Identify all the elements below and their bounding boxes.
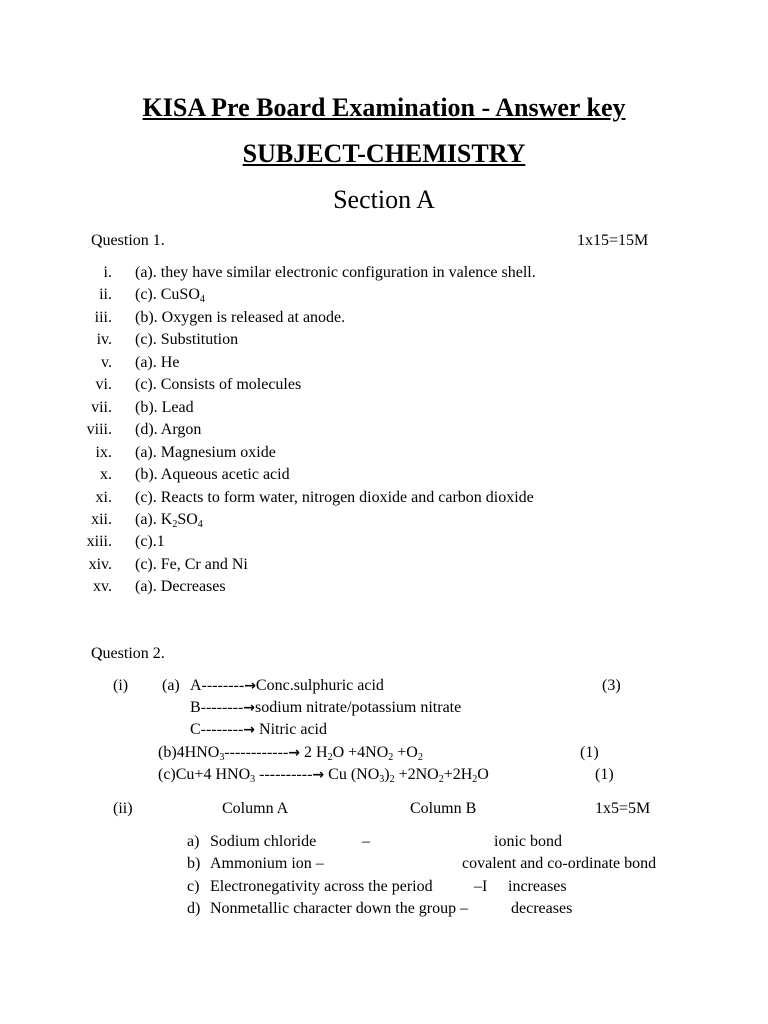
answer-text: (c). Substitution <box>135 331 239 348</box>
match-column-a: Ammonium ion – <box>210 855 324 872</box>
match-column-b: covalent and co-ordinate bond <box>462 855 657 872</box>
match-separator: –I <box>474 878 488 895</box>
answer-text: (b). Lead <box>135 399 194 416</box>
reagent-label: A-------- <box>190 677 245 694</box>
reagent-label: B-------- <box>190 699 244 716</box>
column-b-header: Column B <box>410 800 477 817</box>
answer-text: (a). Magnesium oxide <box>135 444 276 461</box>
part-i-a-row <box>190 699 461 717</box>
arrow-icon: → <box>243 722 256 738</box>
question-2-label: Question 2. <box>91 645 165 662</box>
answer-number: xi. <box>95 489 112 506</box>
answer-number: viii. <box>86 421 112 438</box>
column-a-header: Column A <box>222 800 289 817</box>
part-i-c-equation: (c)Cu+4 $HNO_3$ ----------→ Cu $(NO_3)_2 +2NO_2+2H_2O$ <box>158 766 489 785</box>
answer-text: (c). Consists of molecules <box>135 376 302 393</box>
answer-number: x. <box>100 466 112 483</box>
part-i-b-equation: $(b)4HNO_3------------\to 2$ $H_2O +4NO_2 +O_2$ <box>158 744 423 763</box>
match-column-a: Electronegativity across the period <box>210 878 433 895</box>
part-i-a-label: (a) <box>162 677 180 694</box>
match-letter: b) <box>187 855 201 872</box>
answer-number: i. <box>103 264 112 281</box>
match-separator: – <box>362 833 370 850</box>
arrow-icon: → <box>243 700 256 716</box>
arrow-icon: → <box>312 767 325 783</box>
part-i-a-row <box>190 721 327 739</box>
answer-number: v. <box>101 354 112 371</box>
match-letter: c) <box>187 878 200 895</box>
answer-number: vi. <box>95 376 112 393</box>
answer-text: (c).1 <box>135 533 165 550</box>
part-i-b-mark: (1) <box>580 744 599 761</box>
answer-number: ix. <box>95 444 112 461</box>
part-i-c-mark: (1) <box>595 766 614 783</box>
answer-text: (a). they have similar electronic configuration in valence shell. <box>135 264 536 281</box>
answer-text: (c). Reacts to form water, nitrogen dioxide and carbon dioxide <box>135 489 534 506</box>
arrow-icon: → <box>288 745 300 761</box>
reagent-answer: Conc.sulphuric acid <box>255 677 384 694</box>
answer-text: (b). Oxygen is released at anode. <box>135 309 346 326</box>
part-ii-number: (ii) <box>113 800 133 817</box>
answer-text: (a). Decreases <box>135 578 226 595</box>
answer-number: iv. <box>96 331 112 348</box>
answer-number: iii. <box>94 309 112 326</box>
question-1-marks: 1x15=15M <box>577 232 649 249</box>
page-title: KISA Pre Board Examination - Answer key <box>142 93 626 122</box>
answer-text: (a). $K_2SO_4$ <box>135 511 203 530</box>
question-1-label: Question 1. <box>91 232 165 249</box>
answer-number: xv. <box>93 578 112 595</box>
match-letter: a) <box>187 833 200 850</box>
reagent-answer: sodium nitrate/potassium nitrate <box>255 699 462 716</box>
match-column-a: Nonmetallic character down the group – <box>210 900 469 917</box>
answer-text: (a). He <box>135 354 180 371</box>
answer-text: (b). Aqueous acetic acid <box>135 466 290 483</box>
match-column-b: increases <box>508 878 567 895</box>
match-letter: d) <box>187 900 201 917</box>
subject-title: SUBJECT-CHEMISTRY <box>242 139 526 168</box>
answer-number: xiv. <box>88 556 112 573</box>
arrow-icon: → <box>244 678 256 694</box>
match-column-a: Sodium chloride <box>210 833 317 850</box>
answer-text: (d). Argon <box>135 421 202 438</box>
reagent-label: C-------- <box>190 721 244 738</box>
part-ii-marks: 1x5=5M <box>595 800 651 817</box>
section-heading: Section A <box>333 185 435 214</box>
answer-number: ii. <box>99 286 112 303</box>
answer-number: xiii. <box>86 533 112 550</box>
answer-number: vii. <box>91 399 112 416</box>
answer-text: (c). CuSO$_4$ <box>135 286 205 305</box>
answer-number: xii. <box>91 511 112 528</box>
match-column-b: ionic bond <box>494 833 562 850</box>
answer-text: (c). Fe, Cr and Ni <box>135 556 248 573</box>
match-column-b: decreases <box>511 900 573 917</box>
part-i-number: (i) <box>113 677 129 694</box>
reagent-answer: Nitric acid <box>255 721 327 738</box>
part-i-a-row <box>190 677 384 695</box>
part-i-a-mark: (3) <box>602 677 621 694</box>
